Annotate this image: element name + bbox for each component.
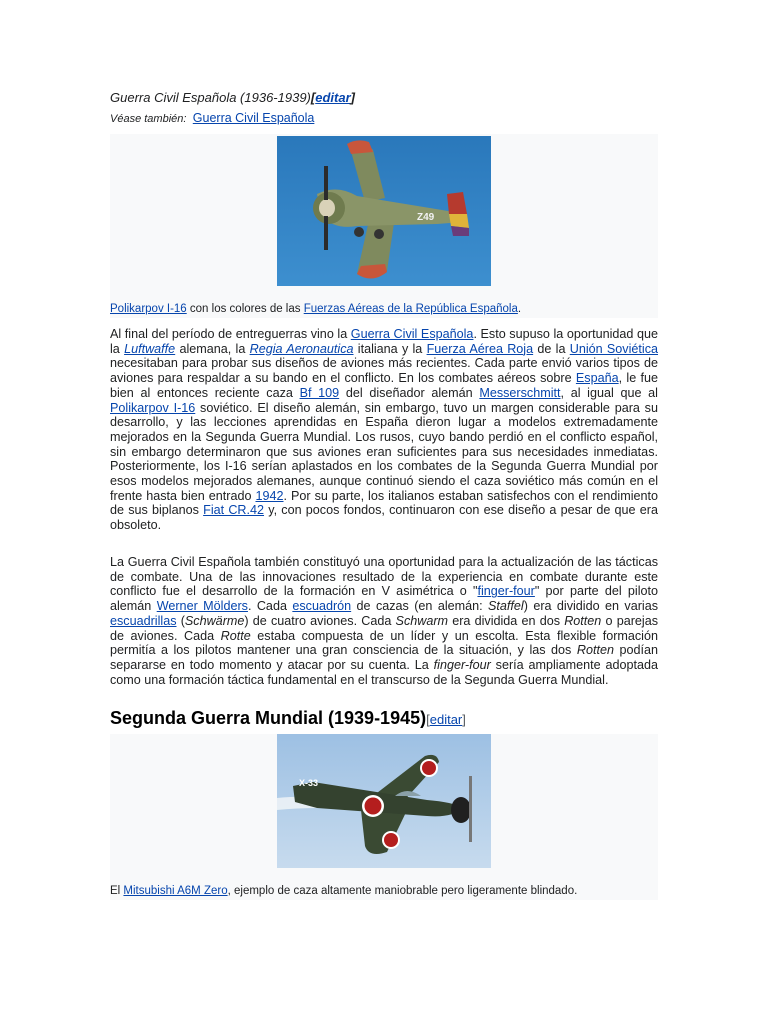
edit-bracket-close: ]	[350, 90, 355, 105]
inline-link[interactable]: escuadrón	[292, 599, 352, 614]
paragraph-text: estaba compuesta de un líder y un escolta. Esta flexible formación permitía a los pilotos mantener una gran consciencia de la situación, y las dos	[110, 628, 658, 658]
paragraph-text: del diseñador alemán	[339, 385, 480, 400]
paragraph-text: sería ampliamente adoptada como una formación táctica fundamental en el transcurso de la Segunda Guerra Mundial.	[110, 657, 658, 687]
mitsubishi-a6m-zero-photo[interactable]	[277, 734, 491, 868]
figure-caption: Polikarpov I-16 con los colores de las Fuerzas Aéreas de la República Española.	[110, 303, 522, 315]
inline-link[interactable]: Luftwaffe	[124, 341, 176, 356]
paragraph-text: y, con pocos fondos, continuaron con ese diseño a pesar de que era obsoleto.	[110, 503, 658, 533]
paragraph-text: , le fue bien al entonces reciente caza	[110, 371, 658, 400]
inline-link[interactable]: Fuerza Aérea Roja	[426, 341, 534, 356]
paragraph-text: (	[176, 613, 185, 628]
paragraph-text: de cazas (en alemán:	[351, 599, 489, 614]
italic-term: Rotten	[564, 613, 602, 628]
paragraph-text: de la	[533, 341, 570, 356]
paragraph-text: soviético. El diseño alemán, sin embargo, tuvo un margen considerable para su desarrollo, y las lecciones aprendidas en España dieron lugar a modelos extremadamente mejorados en la Segunda Guerra Mundial. Los rusos, cuyo bando perdió en el conflicto español, sin embargo determinaron que sus aviones eran suficientes para sus necesidades inmediatas. Posteriormente, los I-16 serían aplastados en los combates de la Segunda Guerra Mundial por esos modelos mejorados alemanes, aunque continuó siendo el caza soviético más común en el frente hasta bien entrado	[110, 400, 658, 503]
polikarpov-i16-photo[interactable]	[277, 136, 491, 286]
inline-link[interactable]: Messerschmitt	[479, 385, 561, 400]
italic-term: finger-four	[433, 657, 491, 672]
inline-link[interactable]: escuadrillas	[110, 613, 177, 628]
caption-link-fuerzas-aereas[interactable]: Fuerzas Aéreas de la República Española	[303, 303, 518, 315]
inline-link[interactable]: finger-four	[477, 584, 535, 599]
paragraph-civil-war-2	[110, 555, 658, 687]
inline-link[interactable]: Bf 109	[299, 385, 340, 400]
paragraph-text: podían separarse en todo momento y atacar por su cuenta. La	[110, 643, 658, 672]
paragraph-text: ) de cuatro aviones. Cada	[244, 613, 396, 628]
paragraph-civil-war-1	[110, 327, 658, 533]
paragraph-text: era dividida en dos	[448, 613, 565, 628]
caption-link-polikarpov[interactable]: Polikarpov I-16	[110, 303, 187, 315]
svg-text:Z49: Z49	[417, 212, 435, 223]
svg-text:X-33: X-33	[299, 778, 319, 788]
caption-link-zero[interactable]: Mitsubishi A6M Zero	[123, 885, 228, 897]
paragraph-text: . Cada	[247, 599, 293, 614]
figure-caption: El Mitsubishi A6M Zero, ejemplo de caza altamente maniobrable pero ligeramente blindado.	[110, 885, 578, 897]
paragraph-text: alemana, la	[175, 341, 250, 356]
inline-link[interactable]: Guerra Civil Española	[350, 327, 474, 341]
paragraph-text: ) era dividido en varias	[523, 599, 658, 614]
edit-link[interactable]: editar	[429, 712, 463, 727]
edit-link[interactable]: editar	[315, 90, 351, 105]
edit-section-link: [editar]	[426, 712, 466, 727]
paragraph-text: La Guerra Civil Española también constituyó una oportunidad para la actualización de las tácticas de combate. Una de las innovaciones resultado de la experiencia en combate durante este conflicto fue el desarrollo de la formación en V asimétrica o "	[110, 555, 658, 599]
paragraph-text: italiana y la	[353, 341, 427, 356]
figure-polikarpov	[110, 134, 658, 318]
inline-link[interactable]: Fiat CR.42	[203, 503, 265, 518]
paragraph-text: . Esto supuso la oportunidad que la	[110, 327, 659, 356]
section-heading-civil-war	[110, 90, 658, 105]
section-title: Guerra Civil Española (1936-1939)	[110, 90, 311, 105]
paragraph-text: o parejas de aviones. Cada	[110, 613, 658, 643]
section-heading-ww2	[110, 708, 466, 729]
inline-link[interactable]: Regia Aeronautica	[249, 341, 354, 356]
see-also-link[interactable]: Guerra Civil Española	[192, 111, 315, 125]
see-also-note	[110, 111, 658, 125]
paragraph-text: necesitaban para probar sus diseños de aviones más recientes. Cada parte envió varios tipos de aviones para respaldar a su bando en el conflicto. En los combates aéreos sobre	[110, 356, 658, 386]
inline-link[interactable]: Polikarpov I-16	[110, 400, 196, 415]
italic-term: Rotten	[576, 643, 614, 658]
paragraph-text: Al final del período de entreguerras vino la	[110, 327, 351, 341]
figure-zero	[110, 734, 658, 900]
section-title: Segunda Guerra Mundial (1939-1945)	[110, 708, 427, 728]
edit-bracket-open: [	[310, 90, 316, 105]
see-also-label: Véase también:	[110, 113, 187, 125]
inline-link[interactable]: España	[575, 371, 619, 386]
paragraph-text: " por parte del piloto alemán	[110, 584, 658, 614]
paragraph-text: , al igual que al	[560, 385, 658, 400]
italic-term: Staffel	[488, 599, 524, 614]
paragraph-text: . Por su parte, los italianos estaban satisfechos con el rendimiento de sus biplanos	[110, 488, 659, 518]
inline-link[interactable]: 1942	[255, 488, 284, 503]
italic-term: Schwärme	[184, 613, 245, 628]
italic-term: Rotte	[220, 628, 251, 643]
inline-link[interactable]: Unión Soviética	[569, 341, 659, 356]
italic-term: Schwarm	[395, 613, 449, 628]
inline-link[interactable]: Werner Mölders	[156, 599, 248, 614]
